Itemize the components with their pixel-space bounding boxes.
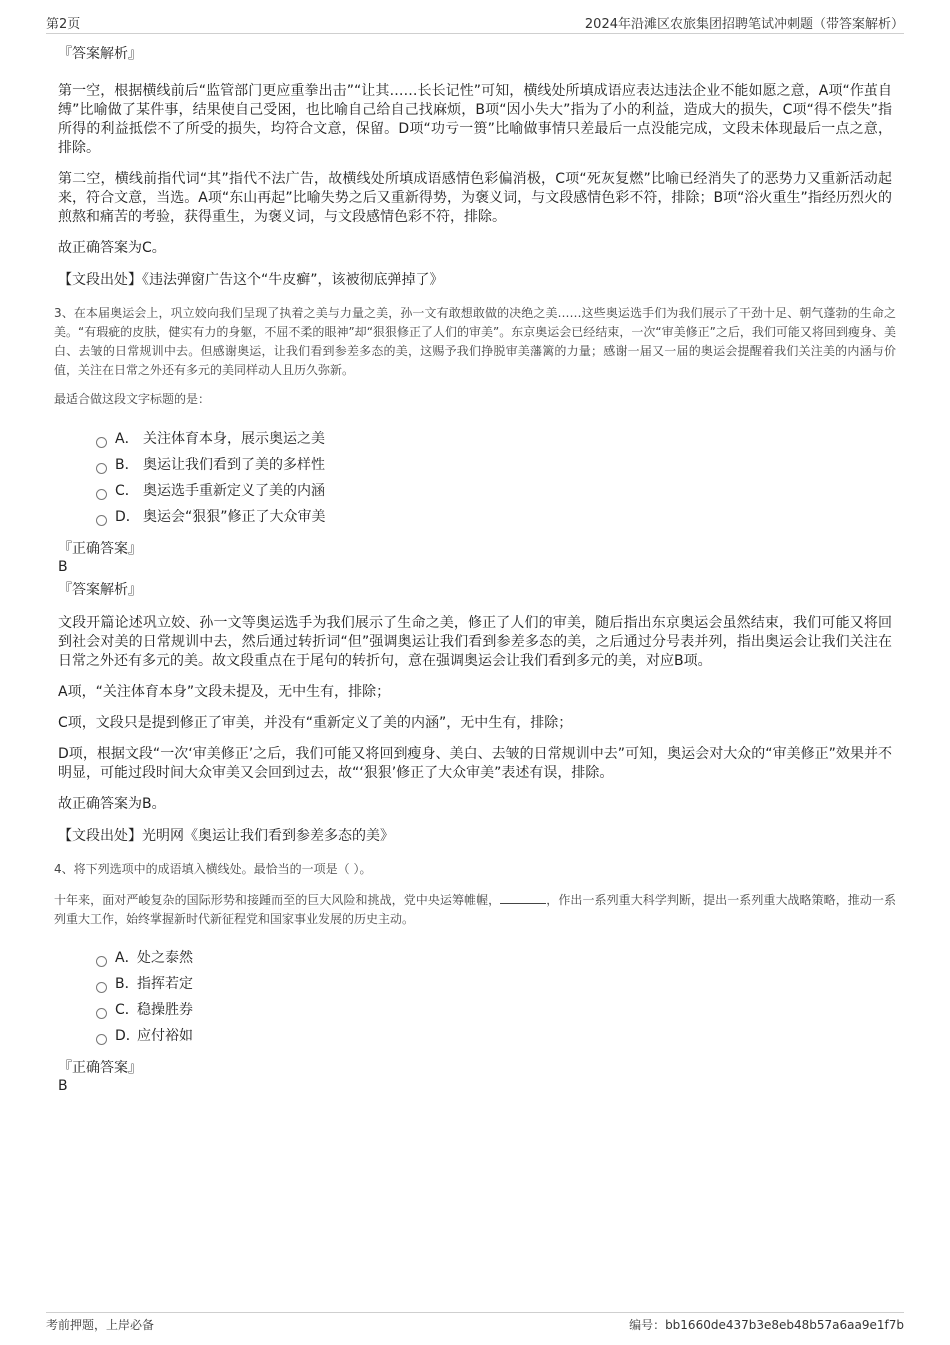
option-label: D．	[115, 509, 140, 525]
q3-analysis-p1: 文段开篇论述巩立姣、孙一文等奥运选手为我们展示了生命之美，修正了人们的审美，随后指出东京奥运会虽然结束，我们可能又将回到社会对美的日常规训中去，然后通过转折词“但”强调奥运让我们看到参差多态的美，之后通过分号表并列，指出奥运会让我们关注在日常之外还有多元的美。故文段重点在于尾句的转折句，意在强调奥运会让我们看到多元的美，对应B项。	[58, 615, 892, 669]
q2-analysis-label: 『答案解析』	[58, 46, 142, 62]
option-label: A．	[115, 431, 139, 447]
q2-analysis-p2: 第二空，横线前指代词“其”指代不法广告，故横线处所填成语感情色彩偏消极，C项“死灰复燃”比喻已经消失了的恶势力又重新活动起来，符合文意，当选。A项“东山再起”比喻失势之后又重新得势，为褒义词，与文段感情色彩不符，排除；B项“浴火重生”指经历烈火的煎熬和痛苦的考验，获得重生，为褒义词，与文段感情色彩不符，排除。	[58, 171, 892, 225]
q3-conclusion: 故正确答案为B。	[58, 796, 166, 812]
q2-source: 【文段出处】《违法弹窗广告这个“牛皮癣”，该被彻底弹掉了》	[58, 272, 444, 288]
q3-options	[96, 426, 892, 530]
option-label: C．	[115, 1002, 139, 1018]
q4-blank	[500, 892, 546, 904]
option-text: 关注体育本身，展示奥运之美	[143, 431, 325, 447]
radio-icon[interactable]	[96, 463, 107, 474]
option-text: 处之泰然	[137, 950, 193, 966]
q4-option-d[interactable]	[96, 1023, 892, 1049]
q4-option-c[interactable]	[96, 997, 892, 1023]
q3-prompt: 最适合做这段文字标题的是：	[54, 392, 211, 406]
radio-icon[interactable]	[96, 515, 107, 526]
radio-icon[interactable]	[96, 437, 107, 448]
option-label: C．	[115, 483, 139, 499]
q4-passage-after: ，作出一系列重大科学判断，提出一系列重大战略策略，推动一系列重大工作，始终掌握新时代新征程党和国家事业发展的历史主动。	[54, 893, 896, 926]
radio-icon[interactable]	[96, 489, 107, 500]
q4-option-a[interactable]	[96, 945, 892, 971]
radio-icon[interactable]	[96, 1008, 107, 1019]
q4-answer: B	[58, 1078, 68, 1094]
option-label: B．	[115, 976, 139, 992]
q3-option-a[interactable]	[96, 426, 892, 452]
q4-passage-before: 十年来，面对严峻复杂的国际形势和接踵而至的巨大风险和挑战，党中央运筹帷幄，	[54, 893, 501, 907]
page-content	[54, 44, 896, 1099]
q3-option-d[interactable]	[96, 504, 892, 530]
option-text: 稳操胜券	[137, 1002, 193, 1018]
page-number: 第2页	[46, 17, 81, 32]
q3-answer: B	[58, 559, 68, 575]
q2-conclusion: 故正确答案为C。	[58, 240, 166, 256]
q3-answer-label: 『正确答案』	[58, 541, 142, 557]
page-footer	[46, 1312, 904, 1338]
q3-source: 【文段出处】光明网《奥运让我们看到参差多态的美》	[58, 828, 394, 844]
option-text: 应付裕如	[137, 1028, 193, 1044]
option-text: 奥运会“狠狠”修正了大众审美	[143, 509, 326, 525]
q3-analysis-p3: C项，文段只是提到修正了审美，并没有“重新定义了美的内涵”，无中生有，排除；	[58, 715, 573, 731]
q3-analysis-p2: A项，“关注体育本身”文段未提及，无中生有，排除；	[58, 684, 391, 700]
radio-icon[interactable]	[96, 1034, 107, 1045]
document-id: 编号：bb1660de437b3e8eb48b57a6aa9e1f7b	[629, 1318, 904, 1332]
q2-analysis-p1: 第一空，根据横线前后“监管部门更应重拳出击”“让其……长长记性”可知，横线处所填成语应表达违法企业不能如愿之意，A项“作茧自缚”比喻做了某件事，结果使自己受困，也比喻自己给自己找麻烦，B项“因小失大”指为了小的利益，造成大的损失，C项“得不偿失”指所得的利益抵偿不了所受的损失，均符合文意，保留。D项“功亏一篑”比喻做事情只差最后一点没能完成，文段未体现最后一点之意，排除。	[58, 83, 892, 156]
page-header	[46, 13, 904, 34]
q3-option-b[interactable]	[96, 452, 892, 478]
option-label: B．	[115, 457, 139, 473]
option-label: D．	[115, 1028, 140, 1044]
q4-passage	[54, 891, 896, 929]
option-text: 指挥若定	[137, 976, 193, 992]
q4-options	[96, 945, 892, 1049]
radio-icon[interactable]	[96, 956, 107, 967]
q4-text: 4、将下列选项中的成语填入横线处。最恰当的一项是（ ）。	[54, 862, 372, 876]
q3-option-c[interactable]	[96, 478, 892, 504]
footer-slogan: 考前押题，上岸必备	[46, 1318, 155, 1332]
q3-text: 3、在本届奥运会上，巩立姣向我们呈现了执着之美与力量之美，孙一文有敢想敢做的决绝之美……这些奥运选手们为我们展示了干劲十足、朝气蓬勃的生命之美。“有瑕疵的皮肤，健实有力的身躯，不屈不柔的眼神”却“狠狠修正了人们的审美”。东京奥运会已经结束，一次“审美修正”之后，我们可能又将回到瘦身、美白、去皱的日常规训中去。但感谢奥运，让我们看到参差多态的美，这赐予我们挣脱审美藩篱的力量；感谢一届又一届的奥运会提醒着我们关注美的内涵与价值，关注在日常之外还有多元的美同样动人且历久弥新。	[54, 306, 896, 377]
option-text: 奥运让我们看到了美的多样性	[143, 457, 325, 473]
option-text: 奥运选手重新定义了美的内涵	[143, 483, 325, 499]
radio-icon[interactable]	[96, 982, 107, 993]
document-title: 2024年沿滩区农旅集团招聘笔试冲刺题（带答案解析）	[584, 17, 904, 32]
option-label: A．	[115, 950, 139, 966]
q4-answer-label: 『正确答案』	[58, 1060, 142, 1076]
q3-analysis-label: 『答案解析』	[58, 582, 142, 598]
q4-option-b[interactable]	[96, 971, 892, 997]
q3-analysis-p4: D项，根据文段“一次‘审美修正’之后，我们可能又将回到瘦身、美白、去皱的日常规训中去”可知，奥运会对大众的“审美修正”效果并不明显，可能过段时间大众审美又会回到过去，故“‘狠狠’修正了大众审美”表述有误，排除。	[58, 746, 892, 781]
